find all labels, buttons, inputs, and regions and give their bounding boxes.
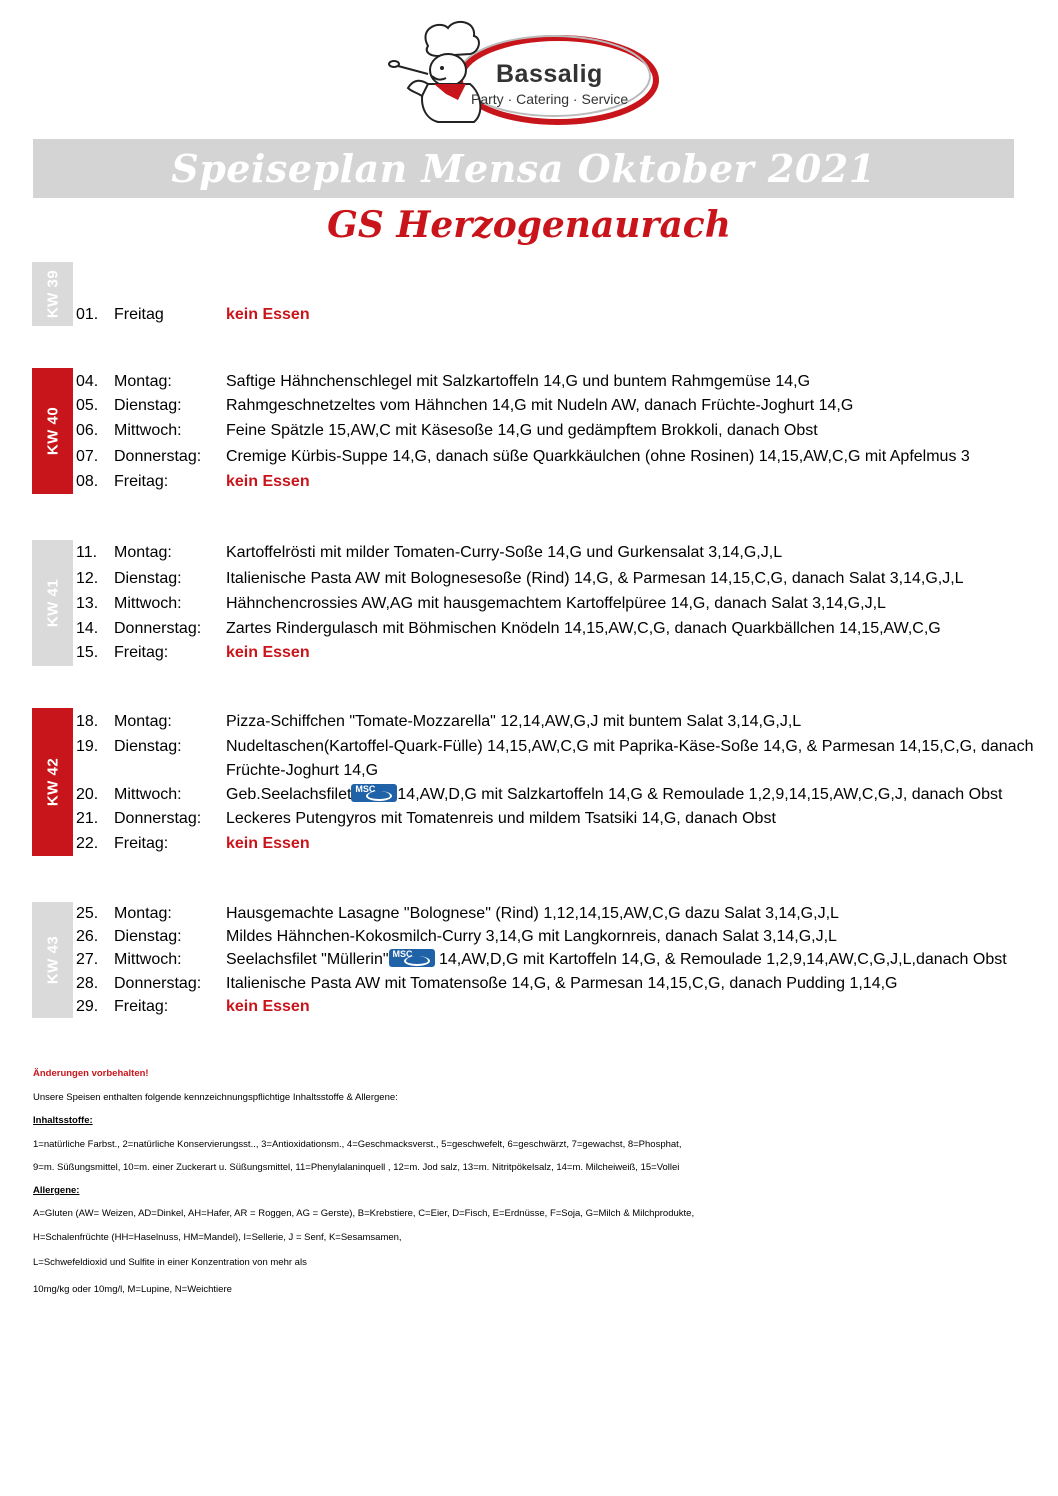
day-number: 28. <box>76 975 99 992</box>
brand-tagline: Party · Catering · Service <box>471 91 629 107</box>
week-bar <box>32 262 73 326</box>
ingredients-line-1: 1=natürliche Farbst., 2=natürliche Konservierungsst.., 3=Antioxidationsm., 4=Geschmacksverst., 5=geschwefelt, 6=geschwärzt, 7=gewachst, 8=Phosphat, <box>33 1139 682 1150</box>
brand-name: Bassalig <box>496 60 603 88</box>
weekday: Dienstag: <box>114 738 182 755</box>
ingredients-line-2: 9=m. Süßungsmittel, 10=m. einer Zuckerart u. Süßungsmittel, 11=Phenylalaninquell , 12=m. Jod salz, 13=m. Nitritpökelsalz, 14=m. Milcheiweiß, 15=Vollei <box>33 1162 680 1173</box>
no-meal-label: kein Essen <box>226 473 310 490</box>
weekday: Freitag: <box>114 835 169 852</box>
day-number: 15. <box>76 644 99 661</box>
day-number: 14. <box>76 620 99 637</box>
day-number: 01. <box>76 306 99 323</box>
day-number: 21. <box>76 810 99 827</box>
day-number: 27. <box>76 951 99 968</box>
weekday: Dienstag: <box>114 570 182 587</box>
meal-description: Italienische Pasta AW mit Tomatensoße 14,G, & Parmesan 14,15,C,G, danach Pudding 1,14,G <box>226 975 898 992</box>
meal-name: Geb.Seelachsfilet <box>226 786 352 803</box>
meal-details: 14,AW,D,G mit Salzkartoffeln 14,G & Remoulade 1,2,9,14,15,AW,C,G,J, danach Obst <box>397 786 1003 803</box>
day-number: 07. <box>76 448 99 465</box>
day-number: 12. <box>76 570 99 587</box>
meal-description: Saftige Hähnchenschlegel mit Salzkartoffeln 14,G und buntem Rahmgemüse 14,G <box>226 373 811 390</box>
day-number: 08. <box>76 473 99 490</box>
allergens-line-1: A=Gluten (AW= Weizen, AD=Dinkel, AH=Hafer, AR = Roggen, AG = Gerste), B=Krebstiere, C=Eier, D=Fisch, E=Erdnüsse, F=Soja, G=Milch & Milchprodukte, <box>33 1208 695 1219</box>
msc-certified-icon <box>351 784 397 802</box>
ingredients-heading: Inhaltsstoffe: <box>33 1115 93 1126</box>
meal-description: Nudeltaschen(Kartoffel-Quark-Fülle) 14,15,AW,C,G mit Paprika-Käse-Soße 14,G, & Parmesan 14,15,C,G, danach <box>226 738 1034 755</box>
week-label: KW 43 <box>44 935 61 985</box>
meal-continuation: Früchte-Joghurt 14,G <box>226 762 379 779</box>
weekday: Donnerstag: <box>114 620 202 637</box>
meal-description: Feine Spätzle 15,AW,C mit Käsesoße 14,G und gedämpftem Brokkoli, danach Obst <box>226 422 818 439</box>
weekday: Montag: <box>114 544 172 561</box>
meal-description: Cremige Kürbis-Suppe 14,G, danach süße Quarkkäulchen (ohne Rosinen) 14,15,AW,C,G mit Apfelmus 3 <box>226 448 970 465</box>
day-number: 11. <box>76 544 98 561</box>
msc-certified-icon <box>389 949 435 967</box>
msc-label: MSC <box>392 949 413 959</box>
weekday: Freitag: <box>114 644 169 661</box>
meal-details: 14,AW,D,G mit Kartoffeln 14,G, & Remoulade 1,2,9,14,AW,C,G,J,L,danach Obst <box>434 951 1007 968</box>
weekday: Montag: <box>114 713 172 730</box>
allergens-line-3: L=Schwefeldioxid und Sulfite in einer Konzentration von mehr als <box>33 1257 307 1268</box>
weekday: Montag: <box>114 373 172 390</box>
school-subtitle: GS Herzogenaurach <box>327 204 731 246</box>
weekday: Mittwoch: <box>114 786 182 803</box>
no-meal-label: kein Essen <box>226 306 310 323</box>
no-meal-label: kein Essen <box>226 644 310 661</box>
no-meal-label: kein Essen <box>226 998 310 1015</box>
week-bar <box>32 368 73 494</box>
meal-description: Mildes Hähnchen-Kokosmilch-Curry 3,14,G mit Langkornreis, danach Salat 3,14,G,J,L <box>226 928 837 945</box>
day-number: 13. <box>76 595 99 612</box>
week-label: KW 41 <box>44 578 61 628</box>
meal-description: Kartoffelrösti mit milder Tomaten-Curry-Soße 14,G und Gurkensalat 3,14,G,J,L <box>226 544 783 561</box>
weekday: Mittwoch: <box>114 422 182 439</box>
meal-description: Pizza-Schiffchen "Tomate-Mozzarella" 12,14,AW,G,J mit buntem Salat 3,14,G,J,L <box>226 713 802 730</box>
meal-description: Rahmgeschnetzeltes vom Hähnchen 14,G mit Nudeln AW, danach Früchte-Joghurt 14,G <box>226 397 854 414</box>
weekday: Donnerstag: <box>114 975 202 992</box>
allergens-line-2: H=Schalenfrüchte (HH=Haselnuss, HM=Mandel), I=Sellerie, J = Senf, K=Sesamsamen, <box>33 1232 402 1243</box>
week-label: KW 39 <box>44 269 61 319</box>
meal-description: Hausgemachte Lasagne "Bolognese" (Rind) 1,12,14,15,AW,C,G dazu Salat 3,14,G,J,L <box>226 905 839 922</box>
day-number: 26. <box>76 928 99 945</box>
weekday: Mittwoch: <box>114 595 182 612</box>
weekday: Dienstag: <box>114 397 182 414</box>
weekday: Freitag <box>114 306 164 323</box>
meal-description <box>226 784 1002 806</box>
no-meal-label: kein Essen <box>226 835 310 852</box>
weekday: Freitag: <box>114 998 169 1015</box>
day-number: 25. <box>76 905 99 922</box>
meal-description: Zartes Rindergulasch mit Böhmischen Knödeln 14,15,AW,C,G, danach Quarkbällchen 14,15,AW,C,G <box>226 620 941 637</box>
week-label: KW 42 <box>44 757 61 807</box>
weekday: Donnerstag: <box>114 810 202 827</box>
day-number: 19. <box>76 738 99 755</box>
weekday: Mittwoch: <box>114 951 182 968</box>
day-number: 04. <box>76 373 99 390</box>
day-number: 20. <box>76 786 99 803</box>
weekday: Donnerstag: <box>114 448 202 465</box>
allergens-line-4: 10mg/kg oder 10mg/l, M=Lupine, N=Weichtiere <box>33 1284 232 1295</box>
title-band <box>33 139 1014 198</box>
day-number: 29. <box>76 998 99 1015</box>
meal-description <box>226 949 1007 971</box>
disclaimer-note: Änderungen vorbehalten! <box>33 1068 149 1079</box>
weekday: Montag: <box>114 905 172 922</box>
allergens-heading: Allergene: <box>33 1185 80 1196</box>
meal-description: Leckeres Putengyros mit Tomatenreis und mildem Tsatsiki 14,G, danach Obst <box>226 810 776 827</box>
weekday: Dienstag: <box>114 928 182 945</box>
weekday: Freitag: <box>114 473 169 490</box>
week-bar <box>32 540 73 666</box>
week-bar <box>32 708 73 856</box>
intro-note: Unsere Speisen enthalten folgende kennzeichnungspflichtige Inhaltsstoffe & Allergene: <box>33 1092 398 1103</box>
meal-name: Seelachsfilet "Müllerin" <box>226 951 389 968</box>
msc-label: MSC <box>355 784 376 794</box>
day-number: 18. <box>76 713 99 730</box>
day-number: 22. <box>76 835 99 852</box>
bassalig-logo <box>378 18 668 130</box>
page-title: Speiseplan Mensa Oktober 2021 <box>171 146 876 191</box>
day-number: 06. <box>76 422 99 439</box>
meal-description: Hähnchencrossies AW,AG mit hausgemachtem Kartoffelpüree 14,G, danach Salat 3,14,G,J,L <box>226 595 886 612</box>
day-number: 05. <box>76 397 99 414</box>
week-label: KW 40 <box>44 406 61 456</box>
meal-description: Italienische Pasta AW mit Bolognesesoße (Rind) 14,G, & Parmesan 14,15,C,G, danach Salat 3,14,G,J,L <box>226 570 964 587</box>
week-bar <box>32 902 73 1018</box>
